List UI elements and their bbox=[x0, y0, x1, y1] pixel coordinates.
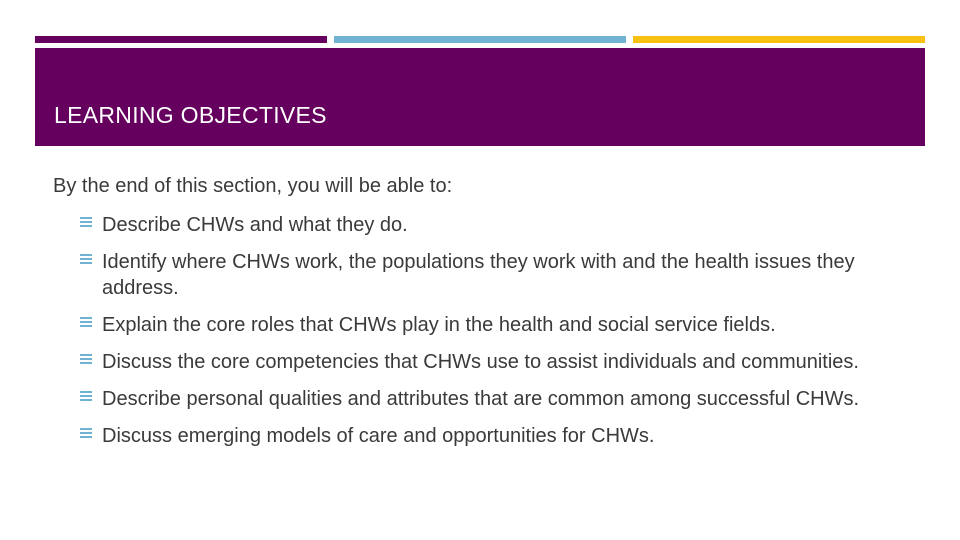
three-line-bullet-icon bbox=[80, 428, 92, 440]
objective-text: Discuss emerging models of care and opportunities for CHWs. bbox=[102, 425, 655, 447]
intro-text: By the end of this section, you will be able to: bbox=[53, 175, 453, 197]
three-line-bullet-icon bbox=[80, 391, 92, 403]
three-line-bullet-icon bbox=[80, 317, 92, 329]
three-line-bullet-icon bbox=[80, 217, 92, 229]
accent-bar-purple bbox=[35, 36, 327, 43]
list-item bbox=[80, 349, 930, 375]
accent-bar-blue bbox=[334, 36, 626, 43]
three-line-bullet-icon bbox=[80, 354, 92, 366]
objective-text: Explain the core roles that CHWs play in the health and social service fields. bbox=[102, 314, 776, 336]
list-item bbox=[80, 249, 930, 301]
slide-title: LEARNING OBJECTIVES bbox=[54, 102, 327, 128]
objective-text: Describe CHWs and what they do. bbox=[102, 214, 408, 236]
three-line-bullet-icon bbox=[80, 254, 92, 266]
list-item bbox=[80, 386, 930, 412]
objectives-list bbox=[80, 212, 930, 460]
list-item bbox=[80, 312, 930, 338]
accent-bar-yellow bbox=[633, 36, 925, 43]
title-band bbox=[35, 48, 925, 146]
list-item bbox=[80, 423, 930, 449]
objective-text: Identify where CHWs work, the populations they work with and the health issues they address. bbox=[102, 251, 855, 299]
objective-text: Discuss the core competencies that CHWs use to assist individuals and communities. bbox=[102, 351, 859, 373]
list-item bbox=[80, 212, 930, 238]
objective-text: Describe personal qualities and attributes that are common among successful CHWs. bbox=[102, 388, 860, 410]
